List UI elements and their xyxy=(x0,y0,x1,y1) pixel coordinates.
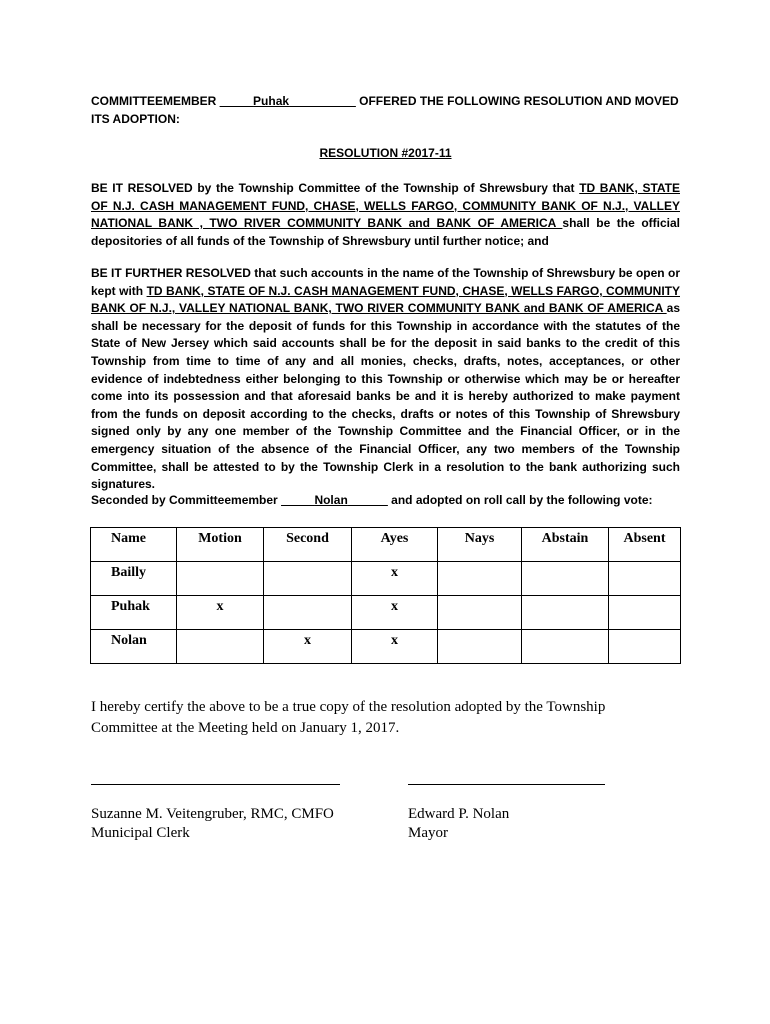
header-cell xyxy=(352,528,438,562)
table-cell xyxy=(352,630,438,664)
header-cell xyxy=(91,528,177,562)
mayor-title: Mayor xyxy=(408,825,448,841)
table-cell xyxy=(91,562,177,596)
table-cell xyxy=(438,630,522,664)
table-cell xyxy=(438,596,522,630)
vote-mark xyxy=(522,562,608,565)
table-cell xyxy=(609,630,681,664)
seconded-suffix: and adopted on roll call by the following vote: xyxy=(387,493,653,507)
vote-mark xyxy=(438,630,521,633)
offered-by-suffix: OFFERED THE FOLLOWING RESOLUTION AND MOVED ITS ADOPTION: xyxy=(91,94,679,126)
member-name: Puhak xyxy=(111,599,150,614)
paragraph-1-tail: shall be the official depositories of all funds of the Township of Shrewsbury until further notice; and xyxy=(91,216,680,248)
offered-by-prefix: COMMITTEEMEMBER xyxy=(91,94,220,108)
header-ayes: Ayes xyxy=(380,531,409,546)
resolution-paragraph-2 xyxy=(91,265,680,494)
mayor-signature-block xyxy=(408,805,509,843)
header-name: Name xyxy=(111,531,146,546)
table-cell xyxy=(352,596,438,630)
table-cell xyxy=(177,562,264,596)
header-absent: Absent xyxy=(623,531,666,546)
vote-mark: x xyxy=(304,633,311,648)
table-row xyxy=(91,630,681,664)
vote-mark xyxy=(522,630,608,633)
mayor-name: Edward P. Nolan xyxy=(408,806,510,822)
mover-blank-after: __________ xyxy=(289,94,356,108)
header-abstain: Abstain xyxy=(541,531,589,546)
table-cell xyxy=(609,596,681,630)
table-cell xyxy=(264,562,352,596)
table-row xyxy=(91,596,681,630)
clerk-signature-line xyxy=(91,784,340,785)
table-cell xyxy=(177,630,264,664)
vote-mark xyxy=(177,562,263,565)
vote-mark: x xyxy=(216,599,224,614)
seconder-blank-after: ______ xyxy=(347,493,388,507)
header-motion: Motion xyxy=(198,531,242,546)
seconded-prefix: Seconded by Committeemember xyxy=(91,493,282,507)
table-cell xyxy=(522,562,609,596)
clerk-name: Suzanne M. Veitengruber, RMC, CMFO xyxy=(91,806,334,822)
resolution-paragraph-1 xyxy=(91,180,680,250)
vote-mark: x xyxy=(391,633,398,648)
resolution-title: RESOLUTION #2017-11 xyxy=(319,146,452,160)
clerk-signature-block xyxy=(91,805,334,843)
table-cell xyxy=(177,596,264,630)
vote-mark xyxy=(522,596,608,599)
vote-mark xyxy=(609,630,680,633)
mover-blank-before: _____ xyxy=(219,94,254,108)
table-cell xyxy=(264,596,352,630)
paragraph-2-lead: BE IT FURTHER RESOLVED that such accounts in the name of the Township of Shrewsbury be open or kept with xyxy=(91,266,680,298)
table-cell xyxy=(522,596,609,630)
vote-mark xyxy=(438,562,521,565)
vote-mark xyxy=(609,596,680,599)
mover-name: Puhak xyxy=(253,94,290,108)
table-cell xyxy=(438,562,522,596)
table-cell xyxy=(352,562,438,596)
header-second: Second xyxy=(286,531,329,546)
header-cell xyxy=(264,528,352,562)
vote-mark xyxy=(609,562,680,565)
clerk-title: Municipal Clerk xyxy=(91,825,190,841)
vote-mark: x xyxy=(391,599,398,614)
offered-by-line xyxy=(91,93,680,128)
seconder-blank-before: _____ xyxy=(281,493,315,507)
table-cell xyxy=(264,630,352,664)
vote-mark xyxy=(264,562,351,565)
table-cell xyxy=(609,562,681,596)
seconded-line xyxy=(91,492,680,510)
seconder-name: Nolan xyxy=(314,493,348,507)
roll-call-vote-table xyxy=(90,527,681,664)
paragraph-2-banks: TD BANK, STATE OF N.J. CASH MANAGEMENT FUND, CHASE, WELLS FARGO, COMMUNITY BANK OF N.J., VALLEY NATIONAL BANK, TWO RIVER COMMUNITY BANK and BANK OF AMERICA xyxy=(91,283,680,316)
member-name: Bailly xyxy=(111,565,147,580)
paragraph-2-tail: as shall be necessary for the deposit of funds for this Township in accordance with the statutes of the State of New Jersey which said accounts shall be for the deposit in said banks to the credit of this Township from time to time of any and all monies, checks, drafts, notes, acceptances, or other evidence of indebtedness either belonging to this Township or otherwise which may be or hereafter come into its possession and that aforesaid banks be and it is hereby authorized to make payment from the funds on deposit according to the checks, drafts or notes of this Township of Shrewsbury signed only by any one member of the Township Committee and the Financial Officer, or in the emergency situation of the absence of the Financial Officer, any two members of the Township Committee, shall be attested to by the Township Clerk in a resolution to the bank authorizing such signatures. xyxy=(91,301,680,492)
mayor-signature-line xyxy=(408,784,605,785)
header-cell xyxy=(609,528,681,562)
certification-statement: I hereby certify the above to be a true copy of the resolution adopted by the Township Committee at the Meeting held on January 1, 2017. xyxy=(91,699,606,736)
table-row xyxy=(91,562,681,596)
table-cell xyxy=(91,596,177,630)
table-cell xyxy=(522,630,609,664)
member-name: Nolan xyxy=(111,633,147,648)
header-cell xyxy=(177,528,264,562)
vote-mark xyxy=(177,630,263,633)
header-nays: Nays xyxy=(464,531,495,546)
paragraph-1-banks: TD BANK, STATE OF N.J. CASH MANAGEMENT FUND, CHASE, WELLS FARGO, COMMUNITY BANK OF N.J., VALLEY NATIONAL BANK , TWO RIVER COMMUNITY BANK and BANK OF AMERICA xyxy=(91,181,680,231)
paragraph-1-lead: BE IT RESOLVED by the Township Committee of the Township of Shrewsbury that xyxy=(91,181,580,195)
vote-mark xyxy=(264,596,351,599)
table-header-row xyxy=(91,528,681,562)
vote-mark: x xyxy=(391,565,398,580)
header-cell xyxy=(438,528,522,562)
table-cell xyxy=(91,630,177,664)
header-cell xyxy=(522,528,609,562)
vote-mark xyxy=(438,596,521,599)
